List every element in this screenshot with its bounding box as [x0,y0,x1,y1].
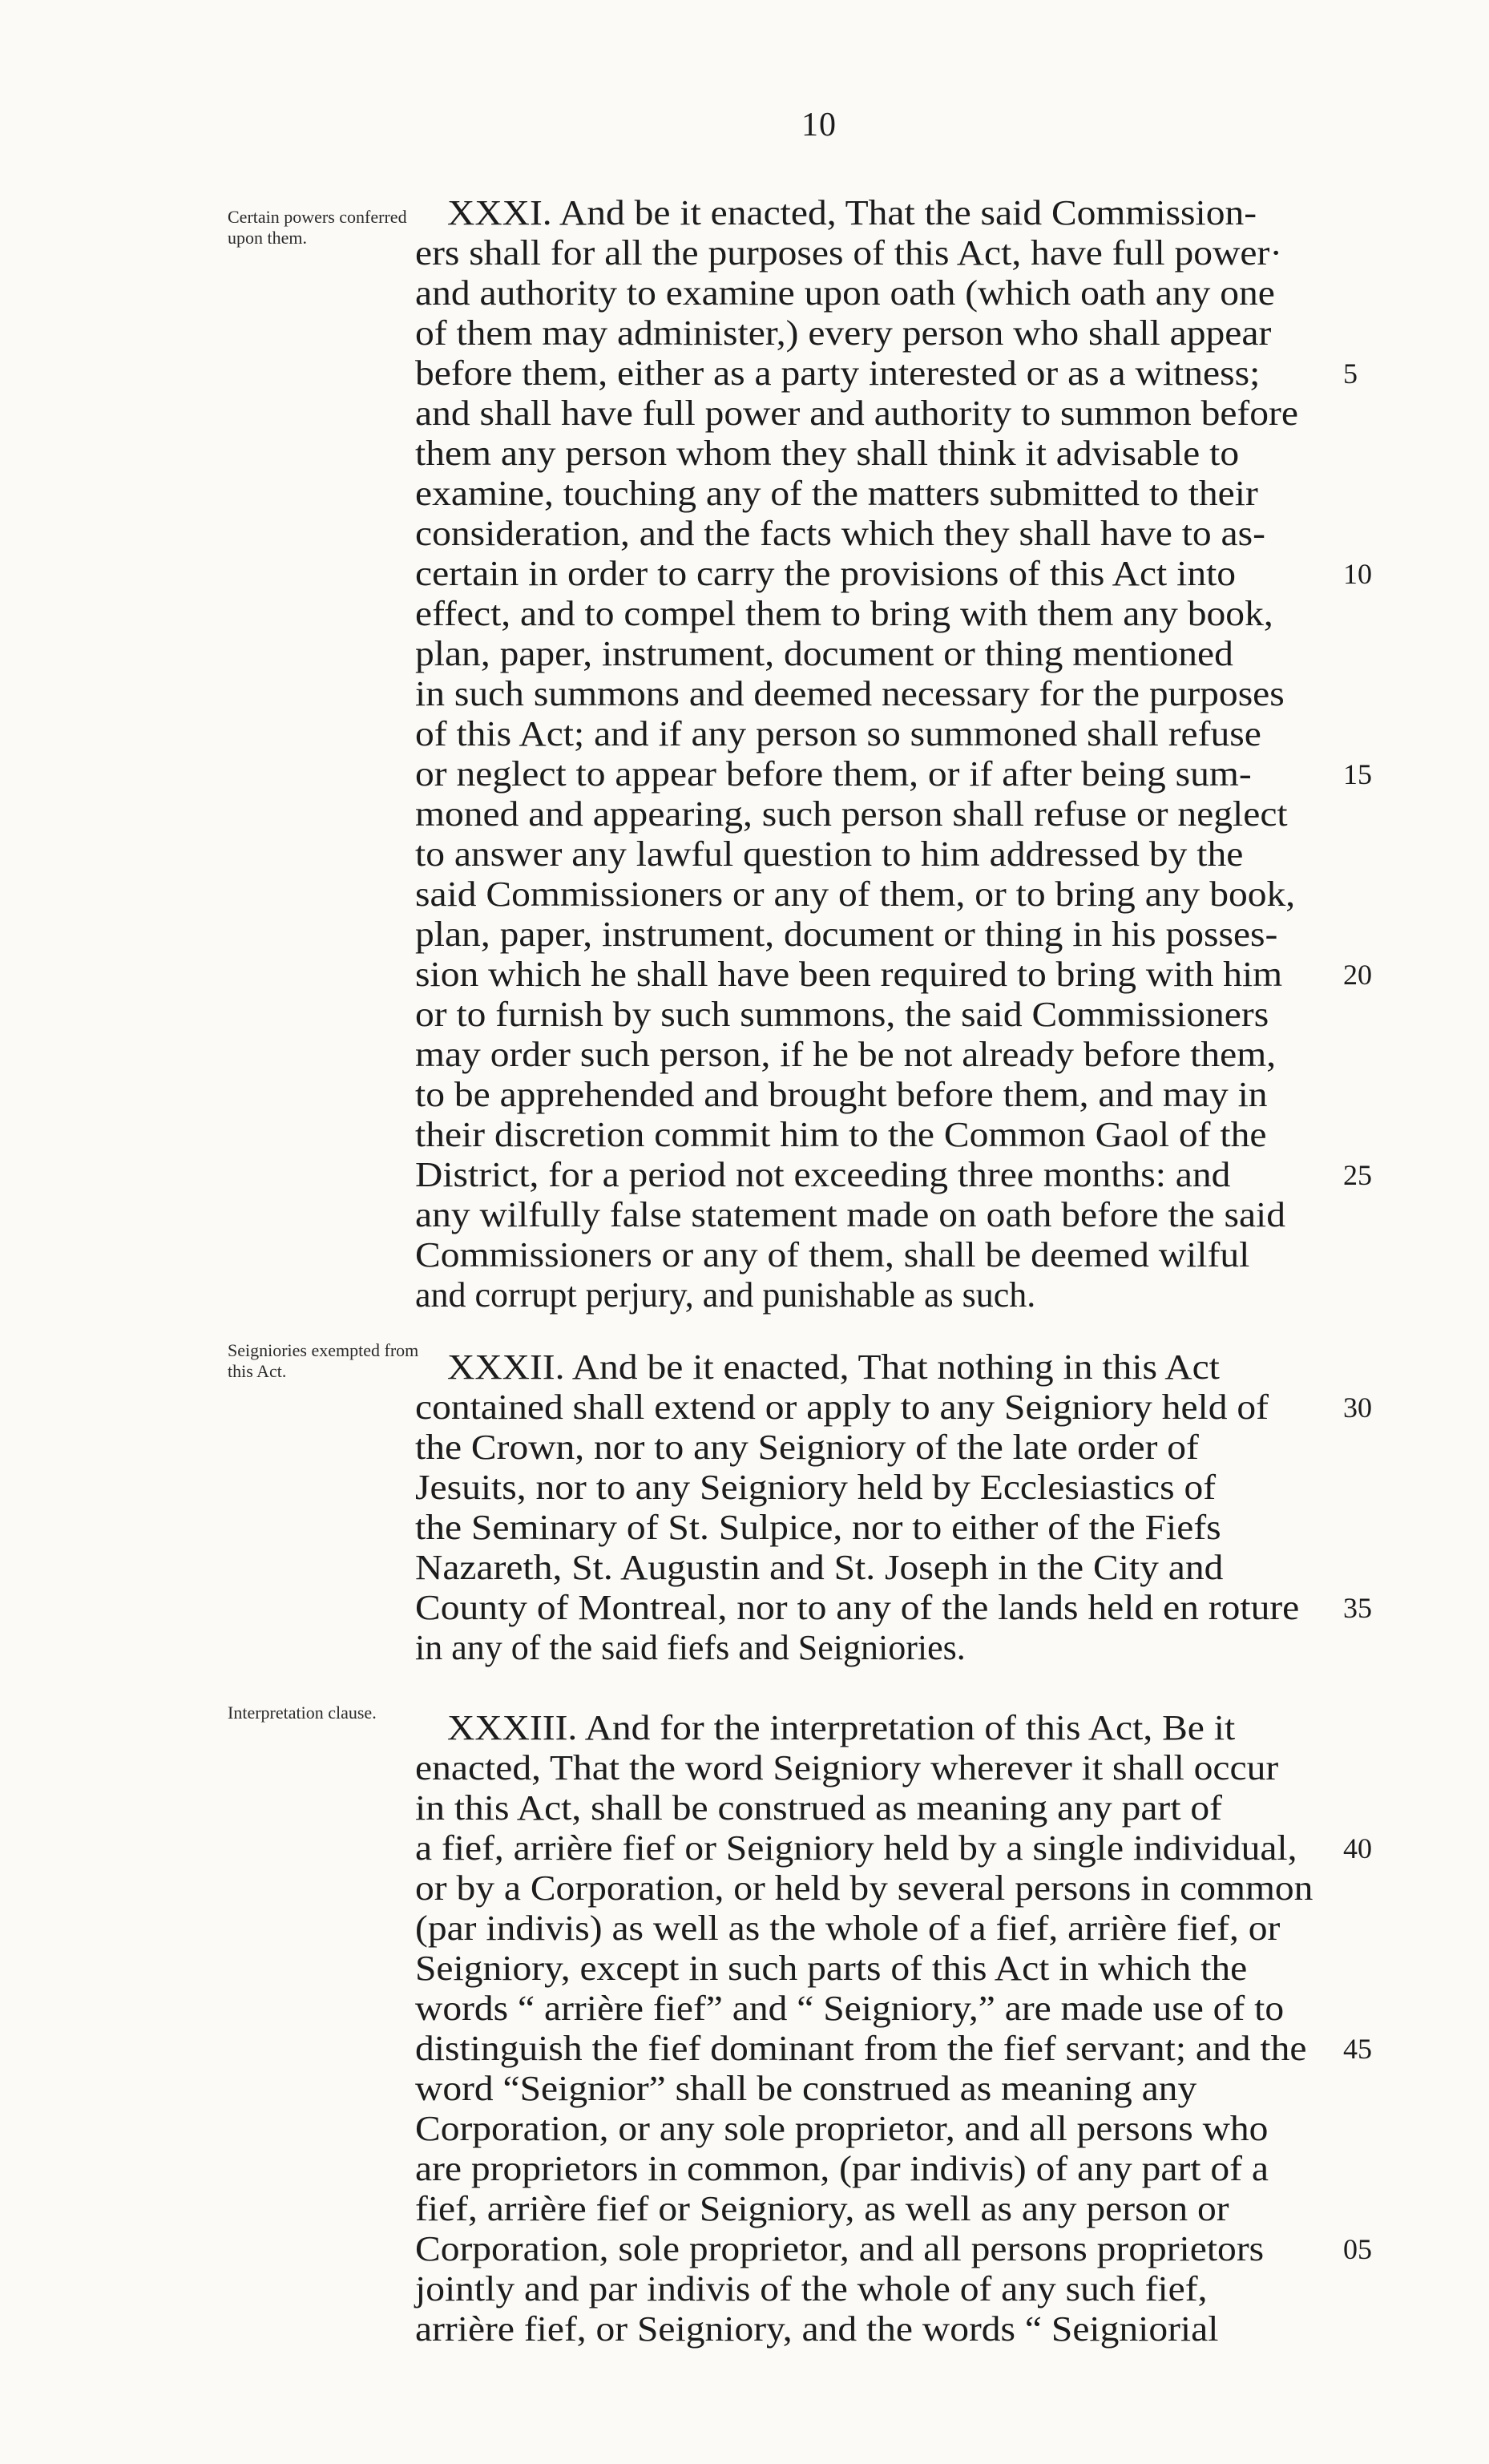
line-number: 5 [1343,357,1358,390]
margin-note: Seigniories exempted from this Act. [228,1340,419,1381]
text-line: sion which he shall have been required to bring with him [415,955,1283,994]
text-line: the Crown, nor to any Seigniory of the late order of [415,1428,1199,1467]
text-line: a fief, arrière fief or Seigniory held by a single individual, [415,1828,1297,1868]
text-line: to be apprehended and brought before them, and may in [415,1075,1268,1114]
line-number: 45 [1343,2033,1372,2065]
text-line: certain in order to carry the provisions of this Act into [415,554,1237,593]
text-line: Seigniory, except in such parts of this Act in which the [415,1949,1248,1988]
text-line: (par indivis) as well as the whole of a fief, arrière fief, or [415,1909,1281,1948]
line-number: 40 [1343,1832,1372,1864]
text-line: distinguish the fief dominant from the fief servant; and the [415,2029,1307,2068]
line-number: 30 [1343,1392,1372,1424]
section-first-line: XXXI. And be it enacted, That the said Commission- [447,193,1257,232]
text-line: and authority to examine upon oath (which oath any one [415,273,1275,313]
margin-note: Interpretation clause. [228,1703,377,1723]
text-line: of them may administer,) every person who shall appear [415,313,1272,353]
text-line: said Commissioners or any of them, or to bring any book, [415,875,1296,914]
text-line: consideration, and the facts which they shall have to as- [415,514,1265,553]
text-line: County of Montreal, nor to any of the lands held en roture [415,1588,1300,1627]
text-line: moned and appearing, such person shall refuse or neglect [415,794,1288,834]
text-line: Corporation, sole proprietor, and all persons proprietors [415,2229,1265,2268]
margin-note: Certain powers conferred upon them. [228,207,407,248]
text-line: District, for a period not exceeding three months: and [415,1155,1231,1194]
line-number: 05 [1343,2233,1372,2265]
section-first-line: XXXII. And be it enacted, That nothing in this Act [447,1347,1220,1387]
text-line: enacted, That the word Seigniory wherever it shall occur [415,1748,1279,1787]
text-line: Nazareth, St. Augustin and St. Joseph in the City and [415,1548,1224,1587]
page-number: 10 [801,107,837,143]
line-number: 35 [1343,1592,1372,1624]
text-line: in such summons and deemed necessary for the purposes [415,674,1285,713]
text-line: before them, either as a party interested or as a witness; [415,353,1261,393]
section-first-line: XXXIII. And for the interpretation of this Act, Be it [447,1708,1236,1747]
line-number: 15 [1343,758,1372,790]
text-line: the Seminary of St. Sulpice, nor to either of the Fiefs [415,1508,1221,1547]
text-line: in this Act, shall be construed as meaning any part of [415,1788,1222,1828]
text-line: or neglect to appear before them, or if after being sum- [415,754,1252,794]
text-line: and shall have full power and authority to summon before [415,394,1298,433]
line-number: 10 [1343,558,1372,590]
text-line: are proprietors in common, (par indivis) of any part of a [415,2149,1269,2188]
text-line: of this Act; and if any person so summoned shall refuse [415,714,1261,753]
text-line: plan, paper, instrument, document or thing in his posses- [415,915,1278,954]
text-line: any wilfully false statement made on oath before the said [415,1195,1286,1234]
text-line: them any person whom they shall think it advisable to [415,434,1240,473]
text-line: their discretion commit him to the Common Gaol of the [415,1115,1267,1154]
text-line: effect, and to compel them to bring with them any book, [415,594,1273,633]
line-number: 25 [1343,1159,1372,1191]
text-line: in any of the said fiefs and Seigniories. [415,1628,966,1667]
text-line: and corrupt perjury, and punishable as such. [415,1275,1036,1315]
text-line: ers shall for all the purposes of this Act, have full power· [415,233,1283,273]
text-line: fief, arrière fief or Seigniory, as well as any person or [415,2189,1229,2228]
text-line: to answer any lawful question to him addressed by the [415,834,1244,874]
text-line: or to furnish by such summons, the said Commissioners [415,995,1269,1034]
text-line: or by a Corporation, or held by several persons in common [415,1868,1313,1908]
text-line: may order such person, if he be not already before them, [415,1035,1277,1074]
text-line: Corporation, or any sole proprietor, and all persons who [415,2109,1269,2148]
line-number: 20 [1343,959,1372,991]
text-line: examine, touching any of the matters submitted to their [415,474,1258,513]
text-line: arrière fief, or Seigniory, and the words “ Seigniorial [415,2309,1219,2349]
text-line: Jesuits, nor to any Seigniory held by Ecclesiastics of [415,1468,1217,1507]
text-line: Commissioners or any of them, shall be deemed wilful [415,1235,1250,1274]
text-line: contained shall extend or apply to any Seigniory held of [415,1388,1269,1427]
text-line: jointly and par indivis of the whole of any such fief, [415,2269,1208,2308]
text-line: word “Seignior” shall be construed as meaning any [415,2069,1197,2108]
text-line: plan, paper, instrument, document or thing mentioned [415,634,1233,673]
text-line: words “ arrière fief” and “ Seigniory,” are made use of to [415,1989,1285,2028]
